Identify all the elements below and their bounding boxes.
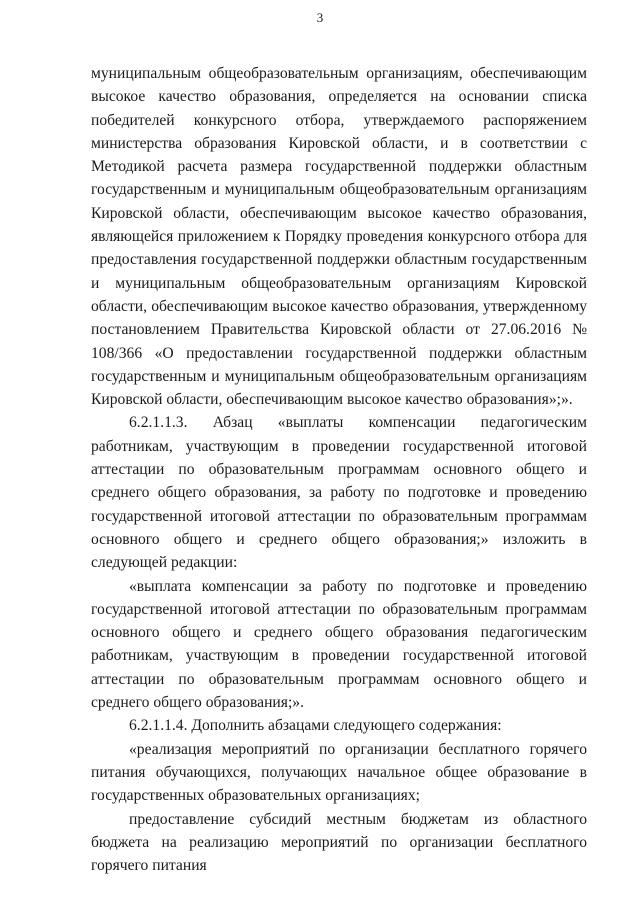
page-number: 3 (316, 10, 324, 25)
paragraph-subsidies: предоставление субсидий местным бюджетам из областного бюджета на реализацию мероприятий по организации бесплатного горячего питания (91, 810, 587, 875)
paragraph-6-2-1-1-4: 6.2.1.1.4. Дополнить абзацами следующего содержания: (129, 717, 502, 735)
paragraph-hot-meals-implementation: «реализация мероприятий по организации бесплатного горячего питания обучающихся, получающих начальное общее образование в государственных образовательных организациях; (91, 740, 587, 805)
paragraph-quoted-amendment: «выплата компенсации за работу по подготовке и проведению государственной итоговой аттестации по образовательным программам основного общего и среднего общего образования педагогическим работникам, участвующим в проведении государственной итоговой аттестации по образовательным программам основного общего и среднего общего образования;». (91, 577, 587, 712)
document-body (91, 62, 587, 877)
paragraph-6-2-1-1-3: 6.2.1.1.3. Абзац «выплаты компенсации педагогическим работникам, участвующим в проведении государственной итоговой аттестации по образовательным программам основного общего и среднего общего образования, за работу по подготовке и проведению государственной итоговой аттестации по образовательным программам основного общего и среднего общего образования;» изложить в следующей редакции: (91, 414, 587, 572)
paragraph-continuation: муниципальным общеобразовательным организациям, обеспечивающим высокое качество образования, определяется на основании списка победителей конкурсного отбора, утверждаемого распоряжением министерства образования Кировской области, и в соответствии с Методикой расчета размера государственной поддержки областным государственным и муниципальным общеобразовательным организациям Кировской области, обеспечивающим высокое качество образования, являющейся приложением к Порядку проведения конкурсного отбора для предоставления государственной поддержки областным государственным и муниципальным общеобразовательным организациям Кировской области, обеспечивающим высокое качество образования, утвержденному постановлением Правительства Кировской области от 27.06.2016 № 108/366 «О предоставлении государственной поддержки областным государственным и муниципальным общеобразовательным организациям Кировской области, обеспечивающим высокое качество образования»;». (91, 65, 587, 409)
